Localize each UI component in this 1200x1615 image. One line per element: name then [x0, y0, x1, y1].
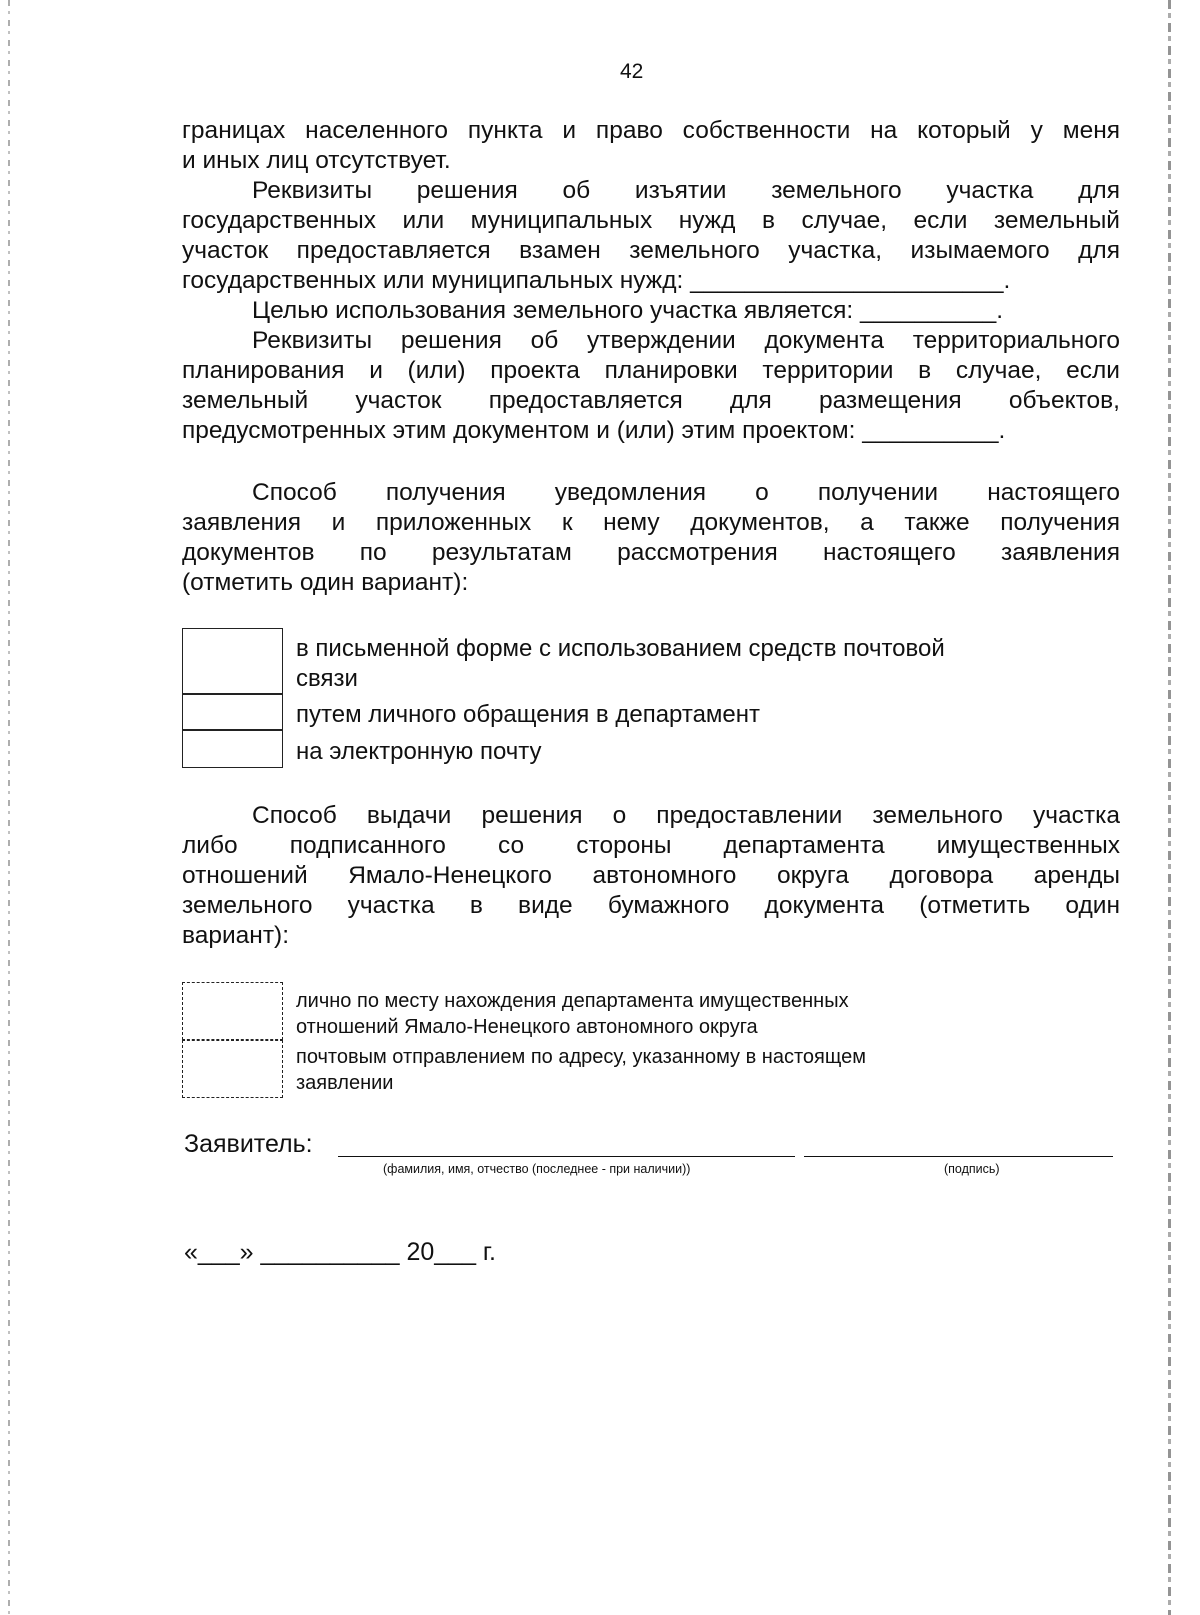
issuance-line: отношений Ямало-Ненецкого автономного округа договора аренды [182, 862, 1120, 889]
notification-line: заявления и приложенных к нему документов, а также получения [182, 509, 1120, 536]
option-postal-line: в письменной форме с использованием средств почтовой [296, 635, 945, 662]
scan-edge-left [8, 0, 10, 1615]
notification-line: (отметить один вариант): [182, 569, 469, 596]
issuance-paragraph [182, 801, 1120, 951]
intro-line: и иных лиц отсутствует. [182, 147, 451, 174]
option-postal-label [296, 634, 945, 694]
notification-line: Способ получения уведомления о получении настоящего [252, 479, 1120, 506]
applicant-name-field[interactable] [338, 1156, 795, 1157]
option-postal-line: связи [296, 665, 358, 692]
seizure-line: государственных или муниципальных нужд: _______________________. [182, 267, 1011, 294]
option-mail-checkbox[interactable] [182, 1040, 283, 1098]
seizure-line: государственных или муниципальных нужд в случае, если земельный [182, 207, 1120, 234]
option-in-person-checkbox[interactable] [182, 982, 283, 1040]
option-postal-checkbox[interactable] [182, 628, 283, 694]
option-personal-label: путем личного обращения в департамент [296, 701, 761, 728]
planning-line: земельный участок предоставляется для размещения объектов, [182, 387, 1120, 414]
planning-line: планирования и (или) проекта планировки территории в случае, если [182, 357, 1120, 384]
seizure-paragraph [182, 176, 1120, 296]
notification-line: документов по результатам рассмотрения настоящего заявления [182, 539, 1120, 566]
option-in-person-line: отношений Ямало-Ненецкого автономного округа [296, 1016, 758, 1038]
issuance-line: Способ выдачи решения о предоставлении земельного участка [252, 802, 1120, 829]
option-in-person-line: лично по месту нахождения департамента имущественных [296, 990, 849, 1012]
date-field[interactable]: «___» __________ 20___ г. [184, 1238, 496, 1266]
seizure-line: участок предоставляется взамен земельного участка, изымаемого для [182, 237, 1120, 264]
option-email-checkbox[interactable] [182, 730, 283, 768]
planning-line: предусмотренных этим документом и (или) этим проектом: __________. [182, 417, 1006, 444]
scan-edge-right [1168, 0, 1171, 1615]
intro-paragraph [182, 116, 1120, 176]
issuance-line: вариант): [182, 922, 290, 949]
planning-line: Реквизиты решения об утверждении документа территориального [252, 327, 1120, 354]
seizure-line: Реквизиты решения об изъятии земельного участка для [252, 177, 1120, 204]
option-mail-line: почтовым отправлением по адресу, указанному в настоящем [296, 1046, 866, 1068]
option-mail-label [296, 1044, 866, 1096]
intro-line: границах населенного пункта и право собственности на который у меня [182, 117, 1120, 144]
option-in-person-label [296, 988, 849, 1040]
issuance-line: либо подписанного со стороны департамента имущественных [182, 832, 1120, 859]
signature-caption: (подпись) [944, 1162, 1000, 1176]
option-personal-checkbox[interactable] [182, 694, 283, 730]
planning-paragraph [182, 326, 1120, 446]
purpose-line: Целью использования земельного участка является: __________. [252, 297, 1004, 324]
option-mail-line: заявлении [296, 1072, 394, 1094]
applicant-label: Заявитель: [184, 1130, 313, 1158]
option-email-label: на электронную почту [296, 738, 542, 765]
name-caption: (фамилия, имя, отчество (последнее - при наличии)) [383, 1162, 691, 1176]
applicant-signature-field[interactable] [804, 1156, 1113, 1157]
page-number: 42 [620, 60, 644, 83]
notification-paragraph [182, 478, 1120, 598]
issuance-line: земельного участка в виде бумажного документа (отметить один [182, 892, 1120, 919]
purpose-paragraph [182, 296, 1120, 326]
